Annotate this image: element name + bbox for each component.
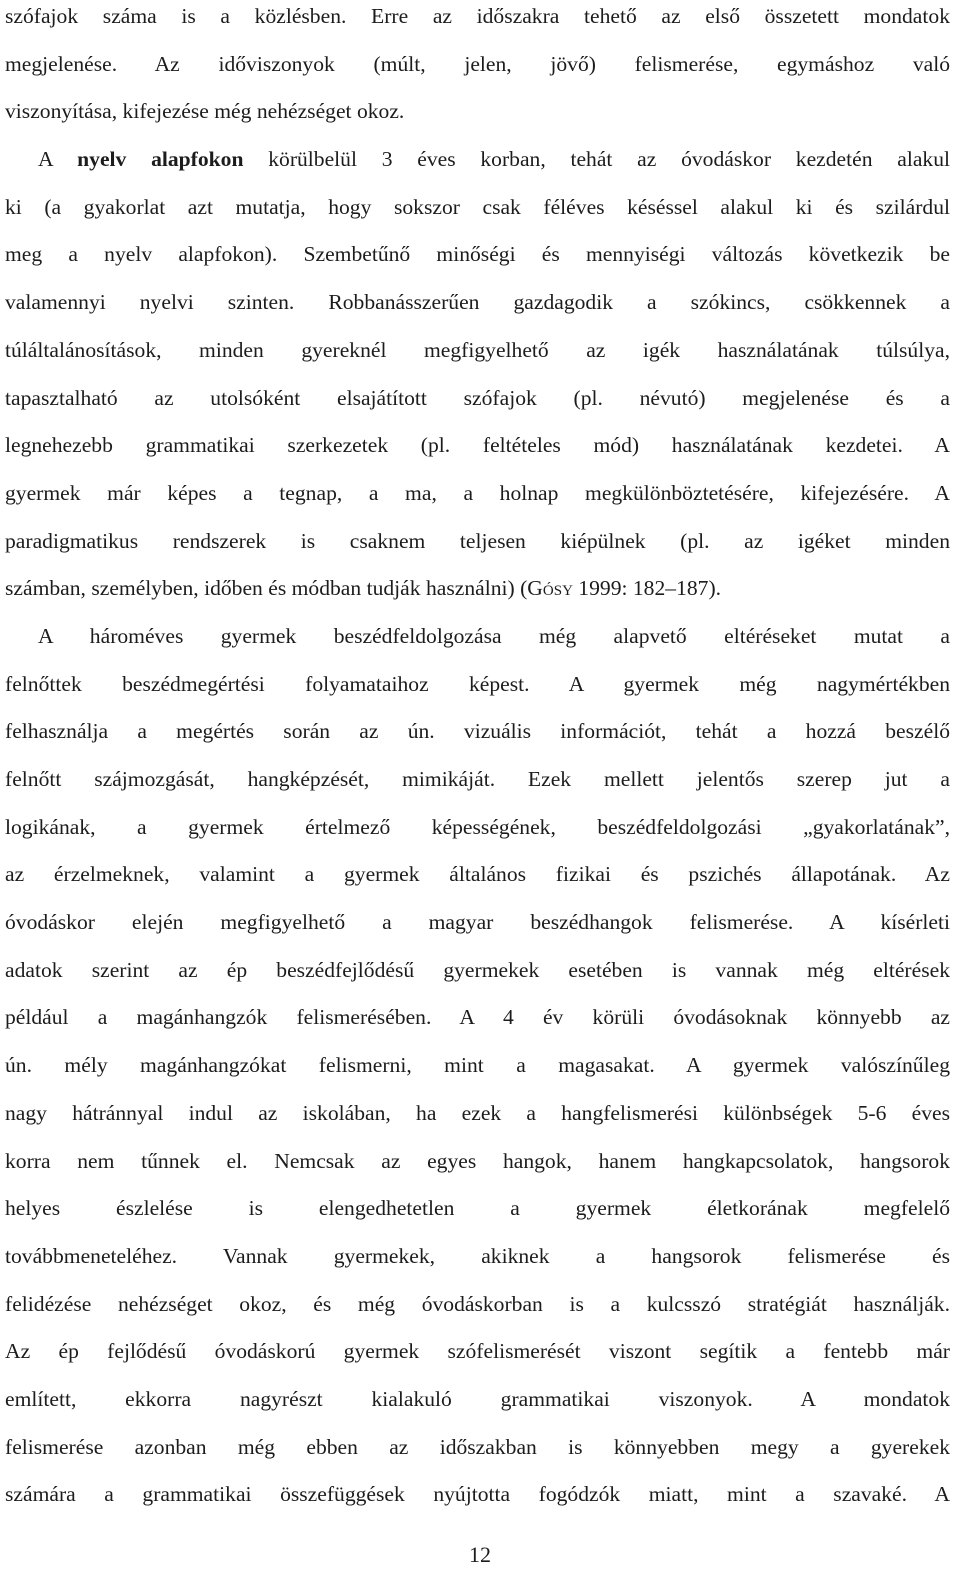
text-line: korra nem tűnnek el. Nemcsak az egyes hangok, hanem hangkapcsolatok, hangsorok <box>5 1148 950 1173</box>
text-run: számban, személyben, időben és módban tudják használni) ( <box>5 576 528 601</box>
document-page <box>5 0 950 1526</box>
text-line: felhasználja a megértés során az ún. vizuális információt, tehát a hozzá beszélő <box>5 719 950 744</box>
text-line: felidézése nehézséget okoz, és még óvodáskorban is a kulcsszó stratégiát használják. <box>5 1291 950 1316</box>
text-line: számára a grammatikai összefüggések nyújtotta fogódzók miatt, mint a szavaké. A <box>5 1482 950 1507</box>
text-line: említett, ekkorra nagyrészt kialakuló grammatikai viszonyok. A mondatok <box>5 1386 950 1411</box>
text-line: ki (a gyakorlat azt mutatja, hogy sokszor csak féléves késéssel alakul ki és szilárdul <box>5 194 950 219</box>
text-line: logikának, a gyermek értelmező képességének, beszédfeldolgozási „gyakorlatának”, <box>5 814 950 839</box>
text-line: adatok szerint az ép beszédfejlődésű gyermekek esetében is vannak még eltérések <box>5 957 950 982</box>
text-line: felnőtt szájmozgását, hangképzését, mimikáját. Ezek mellett jelentős szerep jut a <box>5 767 950 791</box>
text-line: paradigmatikus rendszerek is csaknem teljesen kiépülnek (pl. az igéket minden <box>5 528 950 553</box>
text-line: ún. mély magánhangzókat felismerni, mint a magasakat. A gyermek valószínűleg <box>5 1053 950 1078</box>
text-line: az érzelmeknek, valamint a gyermek általános fizikai és pszichés állapotának. Az <box>5 862 950 887</box>
text-line: legnehezebb grammatikai szerkezetek (pl. feltételes mód) használatának kezdetei. A <box>5 433 950 458</box>
text-line: megjelenése. Az időviszonyok (múlt, jelen, jövő) felismerése, egymáshoz való <box>5 51 950 76</box>
citation-line <box>5 572 950 620</box>
text-line: valamennyi nyelvi szinten. Robbanásszerűen gazdagodik a szókincs, csökkennek a <box>5 290 950 315</box>
text-run: 1999: 182–187). <box>572 576 722 601</box>
text-line: óvodáskor elején megfigyelhető a magyar beszédhangok felismerése. A kísérleti <box>5 910 950 935</box>
text-line: viszonyítása, kifejezése még nehézséget okoz. <box>5 99 405 124</box>
text-line: túláltalánosítások, minden gyereknél megfigyelhető az igék használatának túlsúlya, <box>5 337 950 362</box>
text-line: szófajok száma is a közlésben. Erre az időszakra tehető az első összetett mondatok <box>5 4 950 28</box>
text-run: A <box>38 147 78 172</box>
text-line: Az ép fejlődésű óvodáskorú gyermek szófelismerését viszont segítik a fentebb már <box>5 1339 950 1364</box>
text-line: tapasztalható az utolsóként elsajátított szófajok (pl. névutó) megjelenése és a <box>5 385 950 410</box>
text-run: körülbelül 3 éves korban, tehát az óvodáskor kezdetén alakul <box>243 147 950 172</box>
page-number: 12 <box>469 1542 491 1567</box>
text-line: felismerése azonban még ebben az időszakban is könnyebben megy a gyerekek <box>5 1434 950 1459</box>
text-line: nagy hátránnyal indul az iskolában, ha ezek a hangfelismerési különbségek 5-6 éves <box>5 1100 950 1125</box>
text-line: helyes észlelése is elengedhetetlen a gyermek életkorának megfelelő <box>5 1196 950 1221</box>
text-line: továbbmeneteléhez. Vannak gyermekek, akiknek a hangsorok felismerése és <box>5 1243 950 1268</box>
text-line: felnőttek beszédmegértési folyamataihoz képest. A gyermek még nagymértékben <box>5 671 950 696</box>
paragraph-start-line <box>5 143 950 191</box>
paragraph-start-line: A hároméves gyermek beszédfeldolgozása még alapvető eltéréseket mutat a <box>38 623 950 648</box>
text-line: gyermek már képes a tegnap, a ma, a holnap megkülönböztetésére, kifejezésére. A <box>5 480 950 505</box>
bold-term: nyelv alapfokon <box>77 147 244 172</box>
text-line: például a magánhangzók felismerésében. A 4 év körüli óvodásoknak könnyebb az <box>5 1005 950 1030</box>
author-name: Gósy <box>527 576 573 601</box>
text-line: meg a nyelv alapfokon). Szembetűnő minőségi és mennyiségi változás következik be <box>5 242 950 267</box>
